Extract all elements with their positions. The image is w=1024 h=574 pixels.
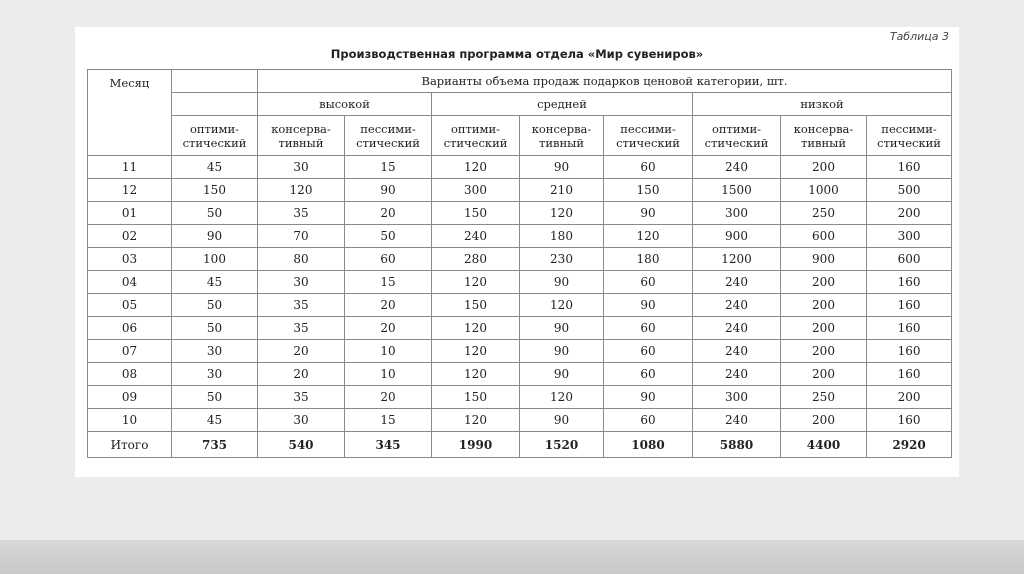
value-cell: 20 bbox=[345, 294, 432, 317]
table-title: Производственная программа отдела «Мир сувениров» bbox=[330, 47, 704, 61]
value-cell: 600 bbox=[867, 248, 952, 271]
header-pessimistic: пессими- стический bbox=[604, 116, 693, 156]
month-cell: 08 bbox=[88, 363, 172, 386]
table-row bbox=[88, 386, 952, 409]
value-cell: 160 bbox=[867, 271, 952, 294]
value-cell: 200 bbox=[781, 363, 867, 386]
value-cell: 200 bbox=[781, 409, 867, 432]
value-cell: 35 bbox=[258, 294, 345, 317]
value-cell: 15 bbox=[345, 271, 432, 294]
header-high: высокой bbox=[258, 93, 432, 116]
value-cell: 150 bbox=[432, 202, 520, 225]
value-cell: 120 bbox=[432, 340, 520, 363]
value-cell: 120 bbox=[432, 409, 520, 432]
value-cell: 240 bbox=[693, 409, 781, 432]
value-cell: 60 bbox=[604, 156, 693, 179]
value-cell: 160 bbox=[867, 363, 952, 386]
header-conservative: консерва- тивный bbox=[781, 116, 867, 156]
header-optimistic: оптими- стический bbox=[172, 116, 258, 156]
value-cell: 45 bbox=[172, 156, 258, 179]
value-cell: 60 bbox=[345, 248, 432, 271]
value-cell: 160 bbox=[867, 156, 952, 179]
month-cell: 02 bbox=[88, 225, 172, 248]
value-cell: 150 bbox=[432, 386, 520, 409]
value-cell: 20 bbox=[258, 363, 345, 386]
value-cell: 90 bbox=[604, 386, 693, 409]
value-cell: 150 bbox=[604, 179, 693, 202]
value-cell: 1200 bbox=[693, 248, 781, 271]
value-cell: 90 bbox=[520, 363, 604, 386]
header-optimistic: оптими- стический bbox=[432, 116, 520, 156]
total-value-cell: 4400 bbox=[781, 432, 867, 458]
header-conservative: консерва- тивный bbox=[258, 116, 345, 156]
total-value-cell: 1990 bbox=[432, 432, 520, 458]
total-value-cell: 1520 bbox=[520, 432, 604, 458]
value-cell: 30 bbox=[258, 409, 345, 432]
value-cell: 200 bbox=[781, 317, 867, 340]
month-cell: 12 bbox=[88, 179, 172, 202]
total-value-cell: 345 bbox=[345, 432, 432, 458]
value-cell: 60 bbox=[604, 340, 693, 363]
header-medium: средней bbox=[432, 93, 693, 116]
table-row bbox=[88, 317, 952, 340]
month-cell: 05 bbox=[88, 294, 172, 317]
value-cell: 90 bbox=[604, 202, 693, 225]
total-value-cell: 540 bbox=[258, 432, 345, 458]
value-cell: 240 bbox=[432, 225, 520, 248]
value-cell: 150 bbox=[172, 179, 258, 202]
value-cell: 300 bbox=[432, 179, 520, 202]
value-cell: 10 bbox=[345, 363, 432, 386]
table-row bbox=[88, 409, 952, 432]
value-cell: 280 bbox=[432, 248, 520, 271]
value-cell: 210 bbox=[520, 179, 604, 202]
value-cell: 60 bbox=[604, 317, 693, 340]
value-cell: 45 bbox=[172, 271, 258, 294]
month-cell: 10 bbox=[88, 409, 172, 432]
value-cell: 120 bbox=[432, 317, 520, 340]
value-cell: 160 bbox=[867, 409, 952, 432]
value-cell: 200 bbox=[867, 386, 952, 409]
value-cell: 15 bbox=[345, 409, 432, 432]
table-row bbox=[88, 225, 952, 248]
month-cell: 03 bbox=[88, 248, 172, 271]
value-cell: 80 bbox=[258, 248, 345, 271]
value-cell: 1500 bbox=[693, 179, 781, 202]
value-cell: 1000 bbox=[781, 179, 867, 202]
total-label: Итого bbox=[88, 432, 172, 458]
table-row bbox=[88, 156, 952, 179]
value-cell: 300 bbox=[693, 386, 781, 409]
value-cell: 90 bbox=[520, 340, 604, 363]
value-cell: 300 bbox=[867, 225, 952, 248]
total-value-cell: 1080 bbox=[604, 432, 693, 458]
value-cell: 50 bbox=[172, 294, 258, 317]
value-cell: 200 bbox=[781, 340, 867, 363]
value-cell: 60 bbox=[604, 271, 693, 294]
month-cell: 04 bbox=[88, 271, 172, 294]
value-cell: 300 bbox=[693, 202, 781, 225]
total-value-cell: 2920 bbox=[867, 432, 952, 458]
value-cell: 200 bbox=[781, 156, 867, 179]
table-row bbox=[88, 202, 952, 225]
value-cell: 120 bbox=[520, 386, 604, 409]
value-cell: 15 bbox=[345, 156, 432, 179]
month-cell: 01 bbox=[88, 202, 172, 225]
value-cell: 500 bbox=[867, 179, 952, 202]
header-blank bbox=[172, 70, 258, 93]
header-month: Месяц bbox=[88, 70, 172, 156]
table-row bbox=[88, 294, 952, 317]
header-blank-2 bbox=[172, 93, 258, 116]
header-optimistic: оптими- стический bbox=[693, 116, 781, 156]
value-cell: 100 bbox=[172, 248, 258, 271]
value-cell: 30 bbox=[172, 340, 258, 363]
month-cell: 07 bbox=[88, 340, 172, 363]
value-cell: 120 bbox=[432, 363, 520, 386]
value-cell: 240 bbox=[693, 156, 781, 179]
value-cell: 30 bbox=[258, 156, 345, 179]
value-cell: 600 bbox=[781, 225, 867, 248]
value-cell: 230 bbox=[520, 248, 604, 271]
value-cell: 90 bbox=[520, 409, 604, 432]
value-cell: 200 bbox=[781, 294, 867, 317]
value-cell: 30 bbox=[258, 271, 345, 294]
production-table bbox=[87, 69, 952, 458]
value-cell: 250 bbox=[781, 386, 867, 409]
header-pessimistic: пессими- стический bbox=[345, 116, 432, 156]
total-value-cell: 5880 bbox=[693, 432, 781, 458]
value-cell: 35 bbox=[258, 202, 345, 225]
value-cell: 90 bbox=[604, 294, 693, 317]
header-low: низкой bbox=[693, 93, 952, 116]
value-cell: 10 bbox=[345, 340, 432, 363]
value-cell: 90 bbox=[345, 179, 432, 202]
total-row bbox=[88, 432, 952, 458]
slide bbox=[75, 27, 959, 477]
value-cell: 900 bbox=[781, 248, 867, 271]
value-cell: 150 bbox=[432, 294, 520, 317]
value-cell: 20 bbox=[345, 386, 432, 409]
table-row bbox=[88, 340, 952, 363]
value-cell: 90 bbox=[520, 271, 604, 294]
table-row bbox=[88, 179, 952, 202]
value-cell: 20 bbox=[345, 317, 432, 340]
value-cell: 50 bbox=[172, 386, 258, 409]
value-cell: 160 bbox=[867, 340, 952, 363]
value-cell: 240 bbox=[693, 317, 781, 340]
header-conservative: консерва- тивный bbox=[520, 116, 604, 156]
value-cell: 240 bbox=[693, 340, 781, 363]
value-cell: 90 bbox=[520, 156, 604, 179]
value-cell: 120 bbox=[432, 271, 520, 294]
bottom-bar bbox=[0, 540, 1024, 574]
value-cell: 90 bbox=[520, 317, 604, 340]
header-variants: Варианты объема продаж подарков ценовой категории, шт. bbox=[258, 70, 952, 93]
value-cell: 50 bbox=[172, 202, 258, 225]
value-cell: 240 bbox=[693, 294, 781, 317]
value-cell: 120 bbox=[258, 179, 345, 202]
value-cell: 180 bbox=[520, 225, 604, 248]
table-row bbox=[88, 248, 952, 271]
value-cell: 90 bbox=[172, 225, 258, 248]
value-cell: 160 bbox=[867, 317, 952, 340]
value-cell: 60 bbox=[604, 363, 693, 386]
value-cell: 50 bbox=[345, 225, 432, 248]
value-cell: 250 bbox=[781, 202, 867, 225]
value-cell: 200 bbox=[867, 202, 952, 225]
value-cell: 60 bbox=[604, 409, 693, 432]
month-cell: 11 bbox=[88, 156, 172, 179]
month-cell: 06 bbox=[88, 317, 172, 340]
value-cell: 120 bbox=[520, 294, 604, 317]
value-cell: 160 bbox=[867, 294, 952, 317]
value-cell: 900 bbox=[693, 225, 781, 248]
month-cell: 09 bbox=[88, 386, 172, 409]
value-cell: 35 bbox=[258, 317, 345, 340]
value-cell: 120 bbox=[604, 225, 693, 248]
value-cell: 20 bbox=[258, 340, 345, 363]
header-pessimistic: пессими- стический bbox=[867, 116, 952, 156]
value-cell: 50 bbox=[172, 317, 258, 340]
value-cell: 30 bbox=[172, 363, 258, 386]
value-cell: 240 bbox=[693, 363, 781, 386]
total-value-cell: 735 bbox=[172, 432, 258, 458]
value-cell: 70 bbox=[258, 225, 345, 248]
value-cell: 20 bbox=[345, 202, 432, 225]
value-cell: 120 bbox=[520, 202, 604, 225]
value-cell: 45 bbox=[172, 409, 258, 432]
value-cell: 35 bbox=[258, 386, 345, 409]
value-cell: 180 bbox=[604, 248, 693, 271]
table-number: Таблица 3 bbox=[889, 30, 949, 43]
value-cell: 240 bbox=[693, 271, 781, 294]
value-cell: 200 bbox=[781, 271, 867, 294]
table-row bbox=[88, 363, 952, 386]
table-row bbox=[88, 271, 952, 294]
value-cell: 120 bbox=[432, 156, 520, 179]
